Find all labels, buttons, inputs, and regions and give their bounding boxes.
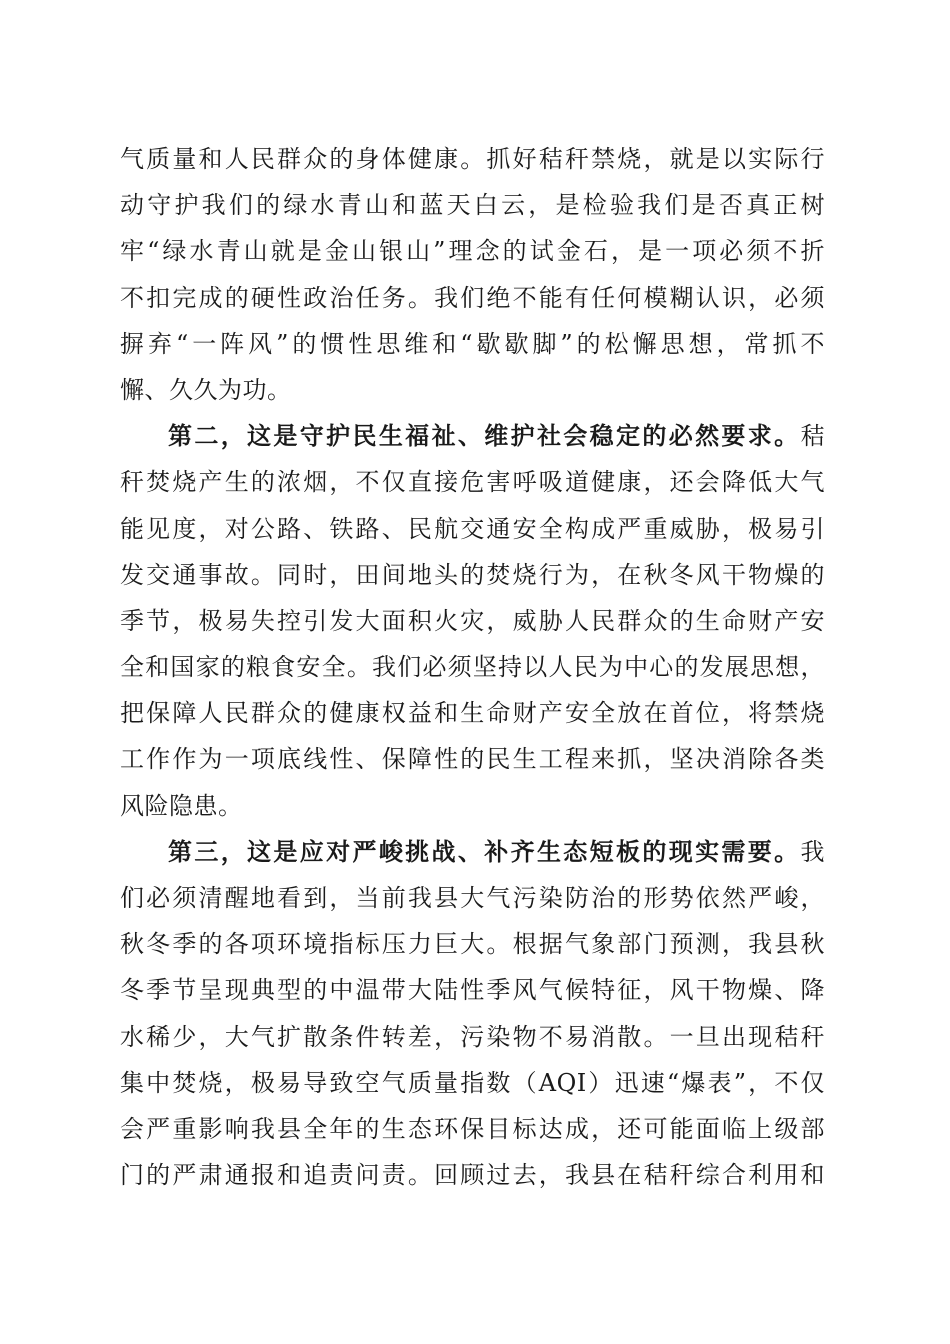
text-line: 冬季节呈现典型的中温带大陆性季风气候特征，风干物燥、降 (120, 976, 825, 1005)
text-line: 全和国家的粮食安全。我们必须坚持以人民为中心的发展思想， (120, 653, 825, 682)
text-line: 们必须清醒地看到，当前我县大气污染防治的形势依然严峻， (120, 884, 825, 912)
text-line: 懈、久久为功。 (120, 375, 292, 404)
text-line: 动守护我们的绿水青山和蓝天白云，是检验我们是否真正树 (120, 191, 825, 220)
paragraph-2 (120, 413, 825, 829)
body-text (120, 136, 825, 1198)
text-line (120, 829, 825, 875)
paragraph-heading: 第二，这是守护民生福祉、维护社会稳定的必然要求。 (168, 421, 801, 451)
text-line: 秆焚烧产生的浓烟，不仅直接危害呼吸道健康，还会降低大气 (120, 468, 825, 497)
text-line: 集中焚烧，极易导致空气质量指数（AQI）迅速“爆表”，不仅 (120, 1068, 825, 1097)
text-line: 门的严肃通报和追责问责。回顾过去，我县在秸秆综合利用和 (120, 1161, 825, 1190)
text-line: 会严重影响我县全年的生态环保目标达成，还可能面临上级部 (120, 1114, 825, 1143)
text-line: 牢“绿水青山就是金山银山”理念的试金石，是一项必须不折 (120, 237, 825, 266)
text-line: 把保障人民群众的健康权益和生命财产安全放在首位，将禁烧 (120, 699, 825, 728)
text-line: 气质量和人民群众的身体健康。抓好秸秆禁烧，就是以实际行 (120, 145, 825, 173)
heading-continuation: 秸 (800, 422, 825, 451)
text-line: 秋冬季的各项环境指标压力巨大。根据气象部门预测，我县秋 (120, 930, 825, 959)
text-line: 摒弃“一阵风”的惯性思维和“歇歇脚”的松懈思想，常抓不 (120, 329, 825, 358)
text-line: 不扣完成的硬性政治任务。我们绝不能有任何模糊认识，必须 (120, 283, 825, 312)
paragraph-1 (120, 136, 825, 413)
text-line (120, 413, 825, 459)
text-line: 季节，极易失控引发大面积火灾，威胁人民群众的生命财产安 (120, 606, 825, 635)
text-line: 风险隐患。 (120, 791, 243, 820)
text-line: 发交通事故。同时，田间地头的焚烧行为，在秋冬风干物燥的 (120, 560, 825, 589)
text-line: 能见度，对公路、铁路、民航交通安全构成严重威胁，极易引 (120, 514, 825, 543)
text-line: 工作作为一项底线性、保障性的民生工程来抓，坚决消除各类 (120, 745, 825, 774)
text-line: 水稀少，大气扩散条件转差，污染物不易消散。一旦出现秸秆 (120, 1022, 825, 1051)
heading-continuation: 我 (800, 837, 825, 866)
paragraph-3 (120, 829, 825, 1199)
paragraph-heading: 第三，这是应对严峻挑战、补齐生态短板的现实需要。 (168, 836, 801, 866)
